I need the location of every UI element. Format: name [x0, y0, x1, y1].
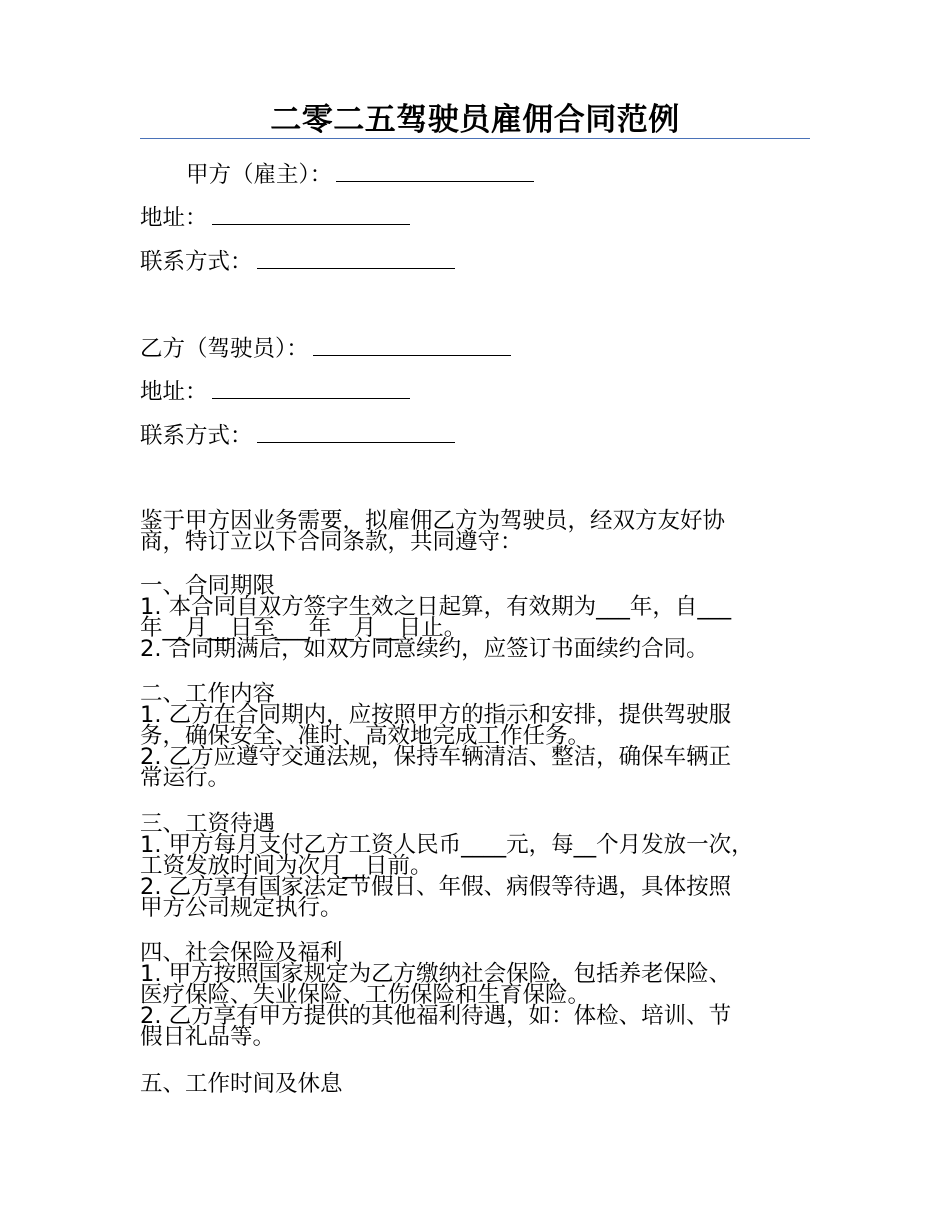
title-underline	[140, 138, 810, 139]
intro-line: 商，特订立以下合同条款，共同遵守：	[140, 529, 523, 555]
section-contract-term	[140, 573, 805, 662]
clause-line: 务，确保安全、准时、高效地完成工作任务。	[140, 723, 591, 749]
party-a-address-line	[140, 205, 410, 231]
party-b-address-blank[interactable]	[212, 398, 410, 399]
clause-line: 2. 合同期满后，如双方同意续约，应签订书面续约合同。	[140, 636, 709, 662]
clause-line: 1. 甲方每月支付乙方工资人民币____元，每__个月发放一次，	[140, 832, 754, 858]
party-b-label: 乙方（驾驶员）：	[140, 336, 309, 362]
party-a-contact-line	[140, 249, 455, 275]
document-title: 二零二五驾驶员雇佣合同范例	[270, 102, 680, 138]
party-b-address-line	[140, 379, 410, 405]
party-b-line	[140, 336, 511, 362]
party-a-label: 甲方（雇主）：	[186, 162, 333, 188]
clause-line: 年__月__日至___年__月__日止。	[140, 615, 467, 641]
clause-line: 2. 乙方享有国家法定节假日、年假、病假等待遇，具体按照	[140, 874, 732, 900]
party-b-name-blank[interactable]	[313, 355, 511, 356]
party-a-name-blank[interactable]	[336, 181, 534, 182]
section-heading: 一、合同期限	[140, 573, 276, 599]
section-heading: 三、工资待遇	[140, 811, 276, 837]
party-a-contact-blank[interactable]	[257, 268, 455, 269]
intro-paragraph	[140, 508, 805, 555]
section-salary	[140, 811, 805, 921]
clause-line: 1. 本合同自双方签字生效之日起算，有效期为___年，自___	[140, 594, 732, 620]
section-heading: 二、工作内容	[140, 681, 276, 707]
section-heading: 五、工作时间及休息	[140, 1071, 343, 1097]
party-a-address-blank[interactable]	[212, 224, 410, 225]
clause-line: 2. 乙方应遵守交通法规，保持车辆清洁、整洁，确保车辆正	[140, 744, 732, 770]
clause-line: 甲方公司规定执行。	[140, 895, 343, 921]
party-b-contact-blank[interactable]	[257, 442, 455, 443]
party-b-contact-label: 联系方式：	[140, 423, 253, 449]
party-a-address-label: 地址：	[140, 205, 208, 231]
clause-line: 工资发放时间为次月__日前。	[140, 853, 433, 879]
section-insurance-benefits	[140, 940, 805, 1050]
intro-line: 鉴于甲方因业务需要，拟雇佣乙方为驾驶员，经双方友好协	[140, 508, 726, 534]
party-a-contact-label: 联系方式：	[140, 249, 253, 275]
clause-line: 1. 乙方在合同期内，应按照甲方的指示和安排，提供驾驶服	[140, 702, 732, 728]
section-heading: 四、社会保险及福利	[140, 940, 343, 966]
clause-line: 1. 甲方按照国家规定为乙方缴纳社会保险，包括养老保险、	[140, 961, 732, 987]
party-b-contact-line	[140, 423, 455, 449]
section-job-content	[140, 681, 805, 791]
clause-line: 常运行。	[140, 765, 231, 791]
party-b-address-label: 地址：	[140, 379, 208, 405]
clause-line: 医疗保险、失业保险、工伤保险和生育保险。	[140, 982, 591, 1008]
clause-line: 2. 乙方享有甲方提供的其他福利待遇，如：体检、培训、节	[140, 1003, 732, 1029]
party-a-line	[186, 162, 534, 188]
section-working-hours	[140, 1071, 805, 1097]
clause-line: 假日礼品等。	[140, 1024, 276, 1050]
